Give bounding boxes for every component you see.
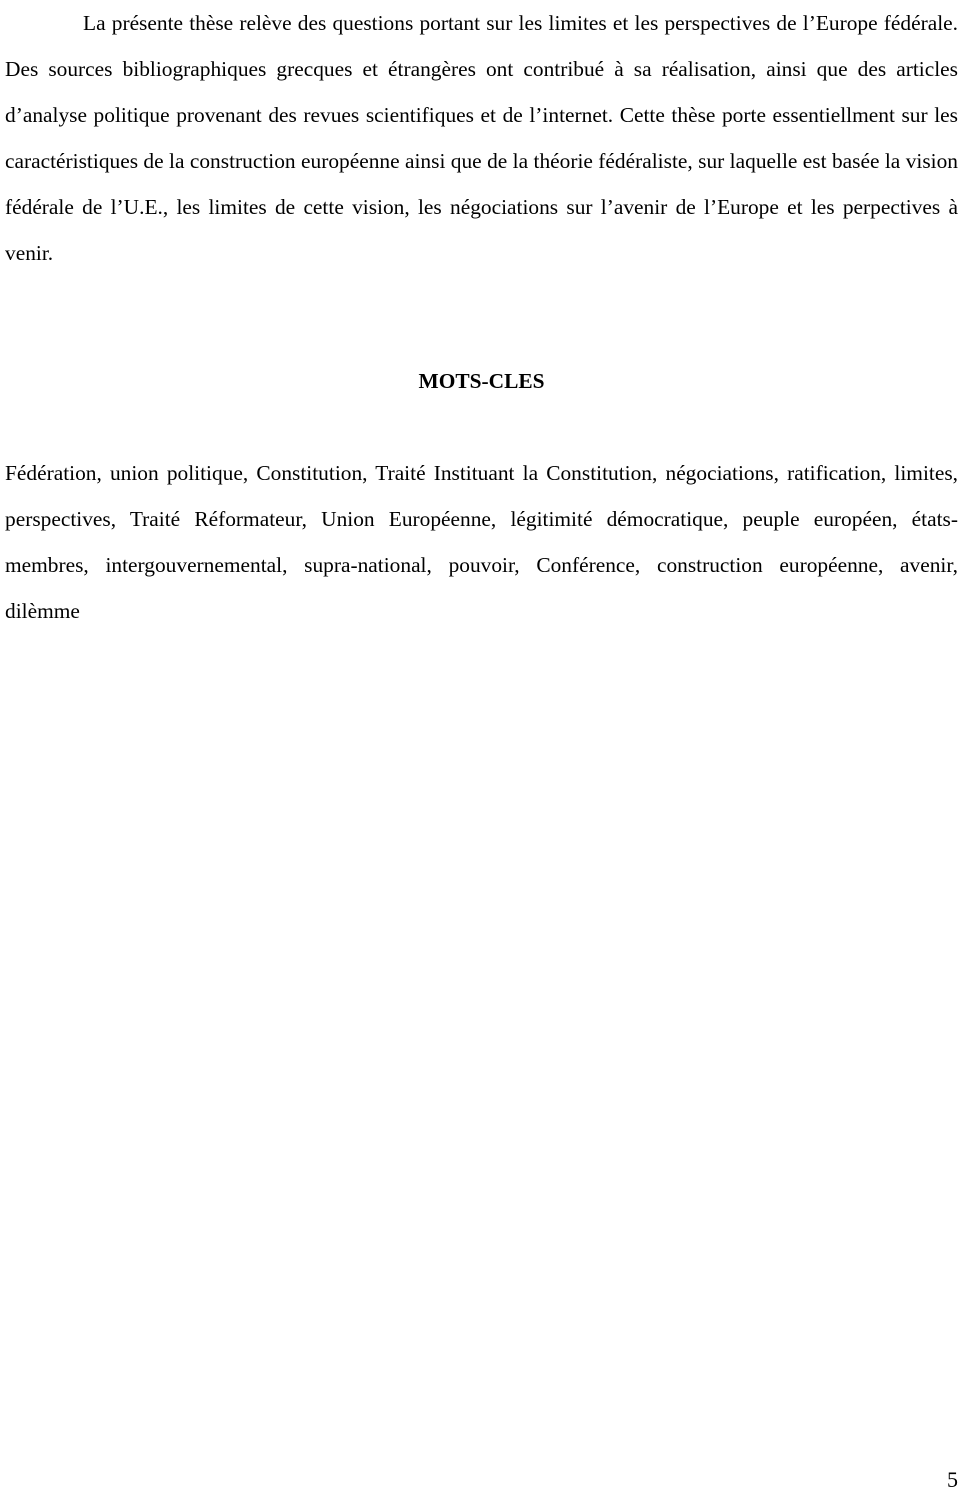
keywords-paragraph: Fédération, union politique, Constitution, Traité Instituant la Constitution, négociations, ratification, limites, perspectives, Traité Réformateur, Union Européenne, légitimité démocratique, peuple européen, états-membres, intergouvernemental, supra-national, pouvoir, Conférence, construction européenne, avenir, dilèmme: [5, 461, 958, 623]
keywords-heading: MOTS-CLES: [418, 369, 545, 393]
page-content: [5, 0, 958, 623]
page-number: 5: [947, 1467, 958, 1492]
abstract-paragraph: La présente thèse relève des questions portant sur les limites et les perspectives de l’Europe fédérale. Des sources bibliographiques grecques et étrangères ont contribué à sa réalisation, ainsi que des articles d’analyse politique provenant des revues scientifiques et de l’internet. Cette thèse porte essentiellment sur les caractéristiques de la construction européenne ainsi que de la théorie fédéraliste, sur laquelle est basée la vision fédérale de l’U.E., les limites de cette vision, les négociations sur l’avenir de l’Europe et les perpectives à venir.: [5, 11, 958, 265]
